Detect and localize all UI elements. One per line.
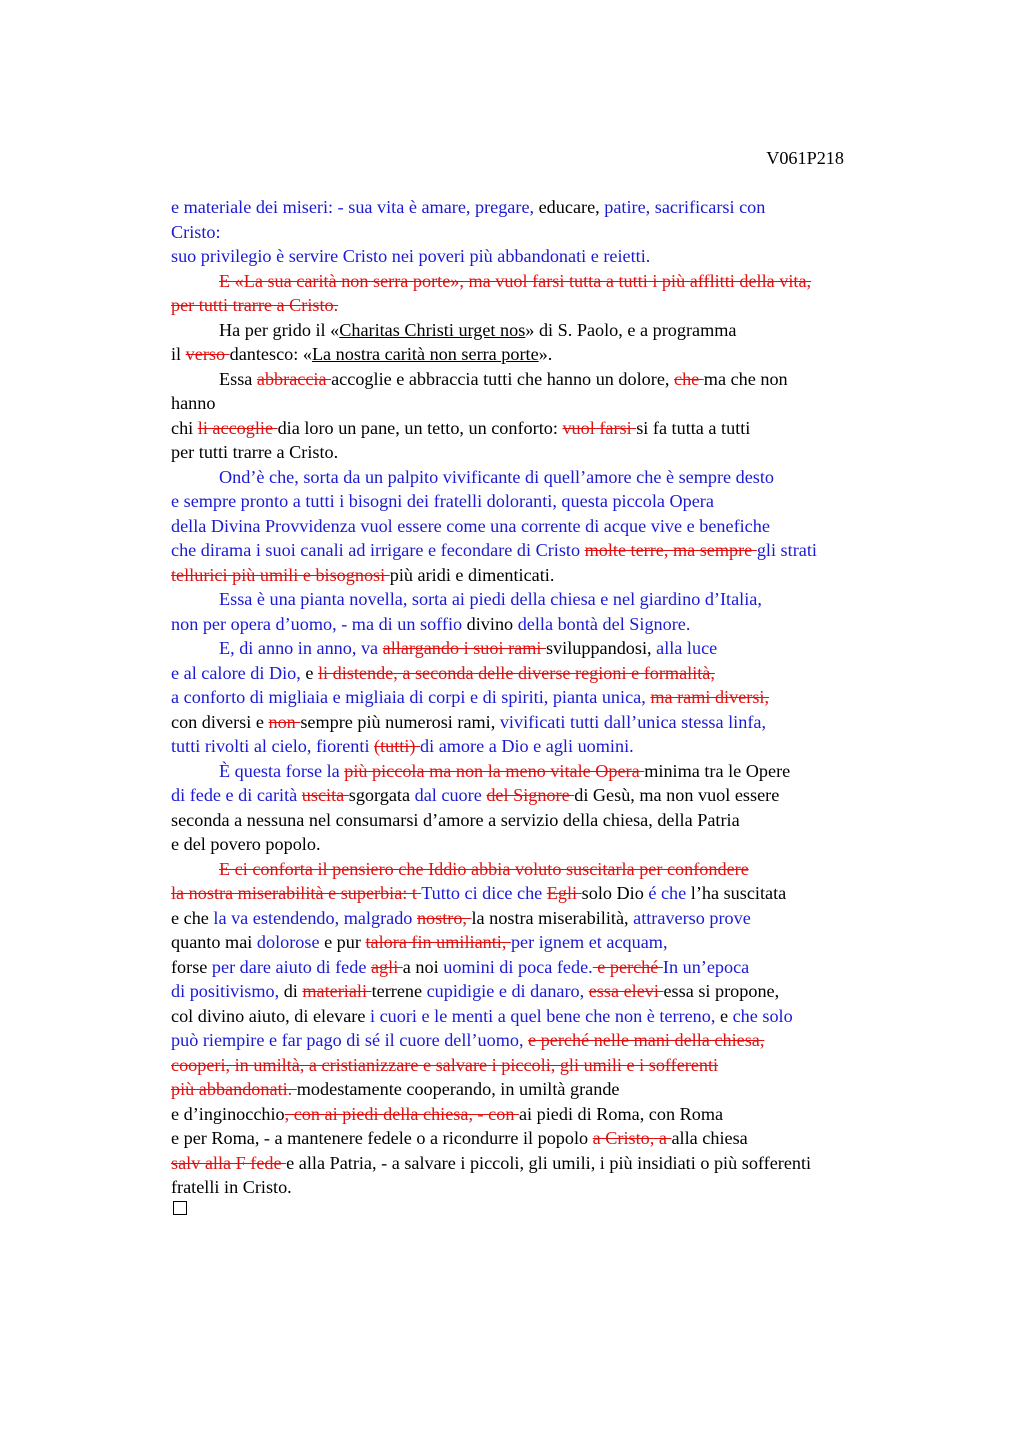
inserted-text: i cuori e le menti a quel bene che non è terreno, <box>370 1005 720 1026</box>
text-line <box>171 195 931 220</box>
text-line <box>171 416 931 441</box>
text-line <box>171 881 931 906</box>
inserted-text: per ignem et acquam, <box>510 932 668 952</box>
text-segment: e <box>719 1005 733 1026</box>
text-segment: chi <box>171 417 198 438</box>
text-segment: per tutti trarre a Cristo. <box>171 442 339 462</box>
text-line <box>171 367 931 392</box>
deleted-text: più piccola ma non la meno vitale Opera <box>344 760 645 781</box>
text-line <box>171 244 931 269</box>
inserted-text: suo privilegio è servire Cristo nei poveri più abbandonati e reietti. <box>171 246 651 266</box>
inserted-text: della bontà del Signore. <box>517 613 691 634</box>
deleted-text: li distende, a seconda delle diverse regioni e formalità, <box>317 662 715 683</box>
deleted-text: talora fin umilianti, <box>365 932 511 952</box>
deleted-text: essa elevi <box>588 981 664 1001</box>
deleted-text: vuol farsi <box>562 417 637 438</box>
text-segment: più aridi e dimenticati. <box>389 564 555 585</box>
text-segment: » di S. Paolo, e a programma <box>525 319 737 340</box>
text-segment: solo Dio <box>581 883 649 903</box>
deleted-text: nostro, <box>416 907 472 928</box>
deleted-text: non <box>268 711 301 732</box>
text-segment: Essa <box>219 368 257 389</box>
deleted-text: abbraccia <box>256 368 332 389</box>
inserted-text: alla luce <box>656 638 718 658</box>
text-line <box>171 587 931 612</box>
text-segment: e del povero popolo. <box>171 834 321 854</box>
inserted-text: non per opera d’uomo, - ma di un soffio <box>171 613 467 634</box>
text-segment: minima tra le Opere <box>644 760 791 781</box>
inserted-text: Tutto ci dice che <box>421 883 547 903</box>
inserted-text: a conforto di migliaia e migliaia di corpi e di spiriti, pianta unica, <box>171 687 651 707</box>
deleted-text: ma rami diversi, <box>650 687 770 707</box>
text-segment: educare, <box>538 197 605 217</box>
text-segment: fratelli in Cristo. <box>171 1177 292 1197</box>
text-segment: essa si propone, <box>663 981 780 1001</box>
text-line <box>171 1053 931 1078</box>
text-line <box>171 930 931 955</box>
text-line <box>171 293 931 318</box>
text-line <box>171 979 931 1004</box>
text-line <box>171 563 931 588</box>
deleted-text: molte terre, ma sempre <box>584 540 757 560</box>
text-segment: hanno <box>171 393 216 413</box>
text-line <box>171 489 931 514</box>
deleted-text: allargando i suoi rami <box>382 638 546 658</box>
inserted-text: In un’epoca <box>662 956 750 977</box>
text-line <box>171 808 931 833</box>
inserted-text: e materiale dei miseri: - sua vita è amare, pregare, <box>171 197 539 217</box>
text-line <box>171 759 931 784</box>
text-segment: quanto mai <box>171 932 257 952</box>
quotation-text: La nostra carità non serra porte <box>311 344 539 364</box>
text-line <box>171 342 931 367</box>
inserted-text: gli strati <box>756 540 817 560</box>
deleted-text: agli <box>370 956 403 977</box>
text-line <box>171 1102 931 1127</box>
text-line <box>171 465 931 490</box>
deleted-text: salv alla F fede <box>171 1152 287 1173</box>
text-segment: l’ha suscitata <box>690 883 787 903</box>
text-segment: Ha per grido il « <box>219 319 340 340</box>
inserted-text: e sempre pronto a tutti i bisogni dei fratelli doloranti, questa piccola Opera <box>171 491 714 511</box>
inserted-text: che solo <box>732 1005 793 1026</box>
text-segment: e <box>305 662 318 683</box>
end-of-text-box <box>173 1201 187 1215</box>
inserted-text: può riempire e far pago di sé il cuore dell’uomo, <box>171 1030 529 1050</box>
text-segment: terrene <box>371 981 427 1001</box>
deleted-text: cooperi, in umiltà, a cristianizzare e salvare i piccoli, gli umili e i sofferenti <box>171 1054 719 1075</box>
inserted-text: dal cuore <box>414 785 487 805</box>
deleted-text: materiali <box>302 981 372 1001</box>
text-line <box>171 1151 931 1176</box>
inserted-text: che dirama i suoi canali ad irrigare e fecondare di Cristo <box>171 540 585 560</box>
inserted-text: attraverso prove <box>633 907 751 928</box>
inserted-text: dolorose <box>256 932 325 952</box>
text-line <box>171 955 931 980</box>
deleted-text: tellurici più umili e bisognosi <box>171 564 390 585</box>
deleted-text: verso <box>185 344 230 364</box>
text-segment: e d’inginocchio <box>171 1103 285 1124</box>
inserted-text: Ond’è che, sorta da un palpito vivificante di quell’amore che è sempre desto <box>219 466 775 487</box>
inserted-text: E, di anno in anno, va <box>219 638 383 658</box>
quotation-text: Charitas Christi urget nos <box>339 319 526 340</box>
deleted-text: li accoglie <box>197 417 278 438</box>
text-line <box>171 318 931 343</box>
text-line <box>171 514 931 539</box>
deleted-text: del Signore <box>486 785 575 805</box>
text-segment: si fa tutta a tutti <box>636 417 751 438</box>
text-line <box>171 832 931 857</box>
text-segment: sviluppandosi, <box>545 638 657 658</box>
text-segment: seconda a nessuna nel consumarsi d’amore a servizio della chiesa, della Patria <box>171 809 740 830</box>
text-line <box>171 1077 931 1102</box>
text-segment: di Gesù, ma non vuol essere <box>574 785 780 805</box>
text-line <box>171 440 931 465</box>
inserted-text: uomini di poca fede. <box>443 956 593 977</box>
text-segment: sempre più numerosi rami, <box>300 711 500 732</box>
deleted-text: la nostra miserabilità e superbia: t <box>171 883 422 903</box>
text-line <box>171 734 931 759</box>
text-segment: dantesco: « <box>229 344 312 364</box>
inserted-text: È questa forse la <box>219 760 345 781</box>
text-segment: e per Roma, - a mantenere fedele o a ricondurre il popolo <box>171 1128 593 1148</box>
text-segment: alla chiesa <box>671 1128 748 1148</box>
text-line <box>171 906 931 931</box>
text-segment: ai piedi di Roma, con Roma <box>518 1103 724 1124</box>
text-line <box>171 538 931 563</box>
inserted-text: di positivismo, <box>171 981 284 1001</box>
document-body <box>171 195 931 1200</box>
text-line <box>171 783 931 808</box>
text-segment: e alla Patria, - a salvare i piccoli, gli umili, i più insidiati o più sofferenti <box>286 1152 812 1173</box>
text-segment: la nostra miserabilità, <box>471 907 634 928</box>
text-line <box>171 636 931 661</box>
text-segment: ma che non <box>703 368 788 389</box>
page-code: V061P218 <box>766 148 844 168</box>
deleted-text: più abbandonati. <box>171 1079 297 1099</box>
inserted-text: Essa è una pianta novella, sorta ai piedi della chiesa e nel giardino d’Italia, <box>219 589 762 609</box>
text-line <box>171 612 931 637</box>
text-segment: divino <box>466 613 518 634</box>
inserted-text: di amore a Dio e agli uomini. <box>420 736 634 756</box>
deleted-text: (tutti) <box>374 736 421 756</box>
deleted-text: Egli <box>546 883 582 903</box>
text-segment: di <box>283 981 303 1001</box>
text-line <box>171 1028 931 1053</box>
text-segment: dia loro un pane, un tetto, un conforto: <box>277 417 563 438</box>
inserted-text: é che <box>648 883 691 903</box>
deleted-text: per tutti trarre a Cristo. <box>171 295 339 315</box>
text-segment: e pur <box>324 932 366 952</box>
text-segment: e che <box>171 907 214 928</box>
deleted-text: che <box>674 368 704 389</box>
text-segment: il <box>171 344 186 364</box>
inserted-text: e al calore di Dio, <box>171 662 306 683</box>
text-line <box>171 220 931 245</box>
inserted-text: di fede e di carità <box>171 785 302 805</box>
text-line <box>171 685 931 710</box>
text-segment: modestamente cooperando, in umiltà grande <box>296 1079 620 1099</box>
inserted-text: della Divina Provvidenza vuol essere come una corrente di acque vive e benefiche <box>171 515 770 536</box>
text-line <box>171 1175 931 1200</box>
inserted-text: cupidigie e di danaro, <box>426 981 589 1001</box>
text-line <box>171 710 931 735</box>
text-line <box>171 857 931 882</box>
text-line <box>171 661 931 686</box>
text-line <box>171 391 931 416</box>
deleted-text: a Cristo, a <box>592 1128 672 1148</box>
text-segment: col divino aiuto, di elevare <box>171 1005 370 1026</box>
deleted-text: E «La sua carità non serra porte», ma vuol farsi tutta a tutti i più afflitti della vita, <box>219 270 812 291</box>
text-segment: accoglie e abbraccia tutti che hanno un dolore, <box>331 368 674 389</box>
deleted-text: e perché <box>592 956 663 977</box>
text-segment: a noi <box>402 956 444 977</box>
inserted-text: per dare aiuto di fede <box>211 956 371 977</box>
inserted-text: Cristo: <box>171 221 221 242</box>
inserted-text: vivificati tutti dall’unica stessa linfa, <box>499 711 766 732</box>
inserted-text: la va estendendo, malgrado <box>213 907 417 928</box>
text-segment: ». <box>538 344 553 364</box>
deleted-text: e perché nelle mani della chiesa, <box>528 1030 765 1050</box>
text-line <box>171 269 931 294</box>
text-segment: con diversi e <box>171 711 269 732</box>
deleted-text: uscita <box>301 785 349 805</box>
deleted-text: , con ai piedi della chiesa, - con <box>284 1103 519 1124</box>
text-segment: forse <box>171 956 212 977</box>
text-line <box>171 1004 931 1029</box>
deleted-text: E ci conforta il pensiero che Iddio abbia voluto suscitarla per confondere <box>219 858 749 879</box>
text-line <box>171 1126 931 1151</box>
inserted-text: tutti rivolti al cielo, fiorenti <box>171 736 375 756</box>
inserted-text: patire, sacrificarsi con <box>604 197 766 217</box>
text-segment: sgorgata <box>348 785 415 805</box>
